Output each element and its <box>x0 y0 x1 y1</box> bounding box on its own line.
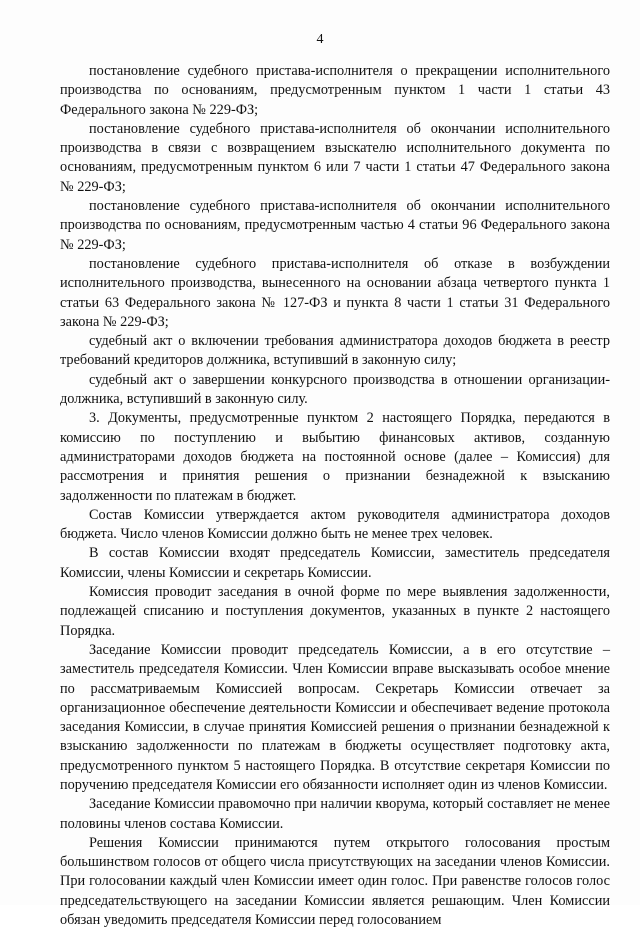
paragraph-refusal-to-initiate: постановление судебного пристава-исполнителя об отказе в возбуждении исполнительного производства, вынесенного на основании абзаца четвертого пункта 1 статьи 63 Федерального закона № 127-ФЗ и пункта 8 части 1 статьи 31 Федерального закона № 229-ФЗ; <box>60 255 610 330</box>
paragraph-commission-meetings: Комиссия проводит заседания в очной форме по мере выявления задолженности, подлежащей списанию и поступления документов, указанных в пункте 2 настоящего Порядка. <box>60 584 610 639</box>
paragraph-completion-article-96: постановление судебного пристава-исполнителя об окончании исполнительного производства по основаниям, предусмотренным частью 4 статьи 96 Федерального закона № 229-ФЗ; <box>60 198 610 253</box>
paragraph-completion-return-document: постановление судебного пристава-исполнителя об окончании исполнительного производства в связи с возвращением взыскателю исполнительного документа по основаниям, предусмотренным пунктом 6 или 7 части 1 статьи 47 Федерального закона № 229-ФЗ; <box>60 120 610 195</box>
paragraph-court-act-creditors-register: судебный акт о включении требования администратора доходов бюджета в реестр требований кредиторов должника, вступивший в законную силу; <box>60 333 610 369</box>
document-body <box>60 62 610 930</box>
paragraph-quorum: Заседание Комиссии правомочно при наличии кворума, который составляет не менее половины членов состава Комиссии. <box>60 796 610 832</box>
paragraph-item-3-documents-transfer: 3. Документы, предусмотренные пунктом 2 настоящего Порядка, передаются в комиссию по поступлению и выбытию финансовых активов, созданную администраторами доходов бюджета на постоянной основе (далее – Комиссия) для рассмотрения и принятия решения о признании безнадежной к взысканию задолженности по платежам в бюджет. <box>60 410 610 504</box>
paragraph-voting: Решения Комиссии принимаются путем открытого голосования простым большинством голосов от общего числа присутствующих на заседании членов Комиссии. При голосовании каждый член Комиссии имеет один голос. При равенстве голосов голос председательствующего на заседании Комиссии является решающим. Член Комиссии обязан уведомить председателя Комиссии перед голосованием <box>60 834 610 929</box>
paragraph-commission-members: В состав Комиссии входят председатель Комиссии, заместитель председателя Комиссии, члены Комиссии и секретарь Комиссии. <box>60 545 610 581</box>
paragraph-meeting-chair-and-secretary: Заседание Комиссии проводит председатель Комиссии, а в его отсутствие – заместитель председателя Комиссии. Член Комиссии вправе высказывать особое мнение по рассматриваемым Комиссией вопросам. Секретарь Комиссии отвечает за организационное обеспечение деятельности Комиссии и обеспечивает ведение протокола заседания Комиссии, в случае принятия Комиссией решения о признании безнадежной к взысканию задолженности по платежам в бюджеты осуществляет подготовку акта, предусмотренного пунктом 5 настоящего Порядка. В отсутствие секретаря Комиссии по поручению председателя Комиссии его обязанности исполняет один из членов Комиссии. <box>60 641 610 793</box>
paragraph-commission-composition-approval: Состав Комиссии утверждается актом руководителя администратора доходов бюджета. Число членов Комиссии должно быть не менее трех человек. <box>60 506 610 543</box>
paragraph-court-act-bankruptcy-completion: судебный акт о завершении конкурсного производства в отношении организации-должника, вступивший в законную силу. <box>60 371 610 408</box>
paragraph-termination-resolution: постановление судебного пристава-исполнителя о прекращении исполнительного производства по основаниям, предусмотренным пунктом 1 части 1 статьи 43 Федерального закона № 229-ФЗ; <box>60 63 610 118</box>
page-number: 4 <box>316 32 324 47</box>
